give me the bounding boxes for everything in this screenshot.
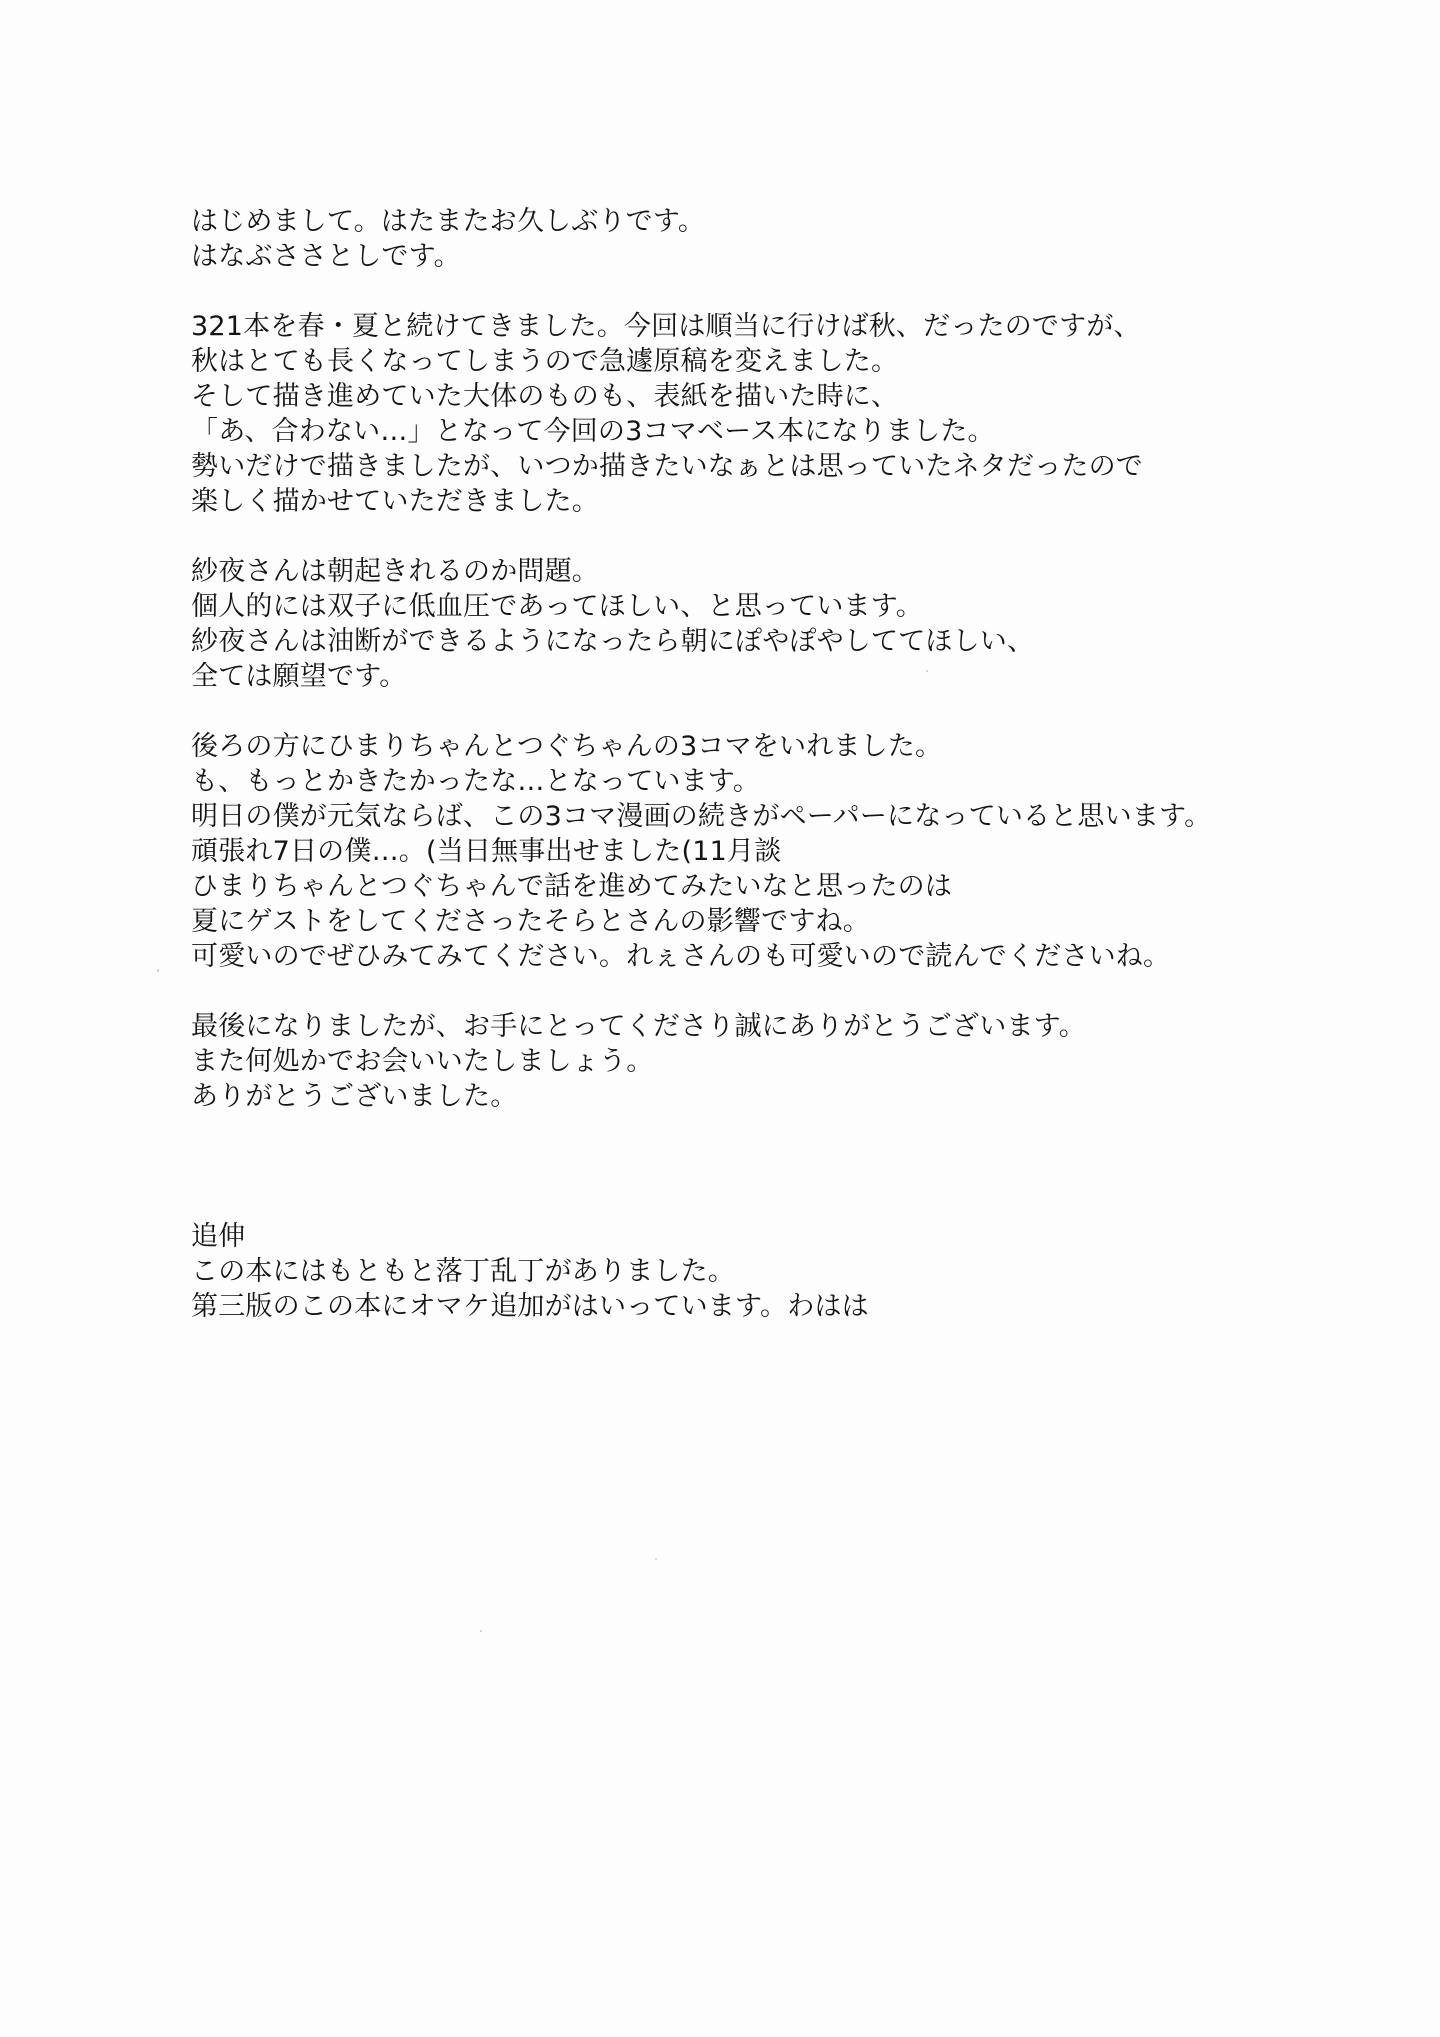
afterword-text xyxy=(191,204,1251,1324)
text-line: 紗夜さんは油断ができるようになったら朝にぽやぽやしててほしい、 xyxy=(191,626,1035,657)
paragraph-greeting xyxy=(191,204,1251,274)
text-line: ひまりちゃんとつぐちゃんで話を進めてみたいなと思ったのは xyxy=(191,871,953,902)
paragraph-about-book xyxy=(191,309,1251,519)
scan-speck xyxy=(480,1630,482,1632)
text-line: はじめまして。はたまたお久しぶりです。 xyxy=(191,206,706,237)
scan-speck xyxy=(655,1558,657,1560)
paragraph-sayo xyxy=(191,554,1251,694)
text-line: 「あ、合わない…」となって今回の3コマベース本になりました。 xyxy=(191,416,995,447)
text-line: 楽しく描かせていただきました。 xyxy=(191,486,599,517)
text-line: 秋はとても長くなってしまうので急遽原稿を変えました。 xyxy=(191,346,899,377)
paragraph-postscript xyxy=(191,1219,1251,1324)
scan-speck xyxy=(157,969,159,972)
text-line: そして描き進めていた大体のものも、表紙を描いた時に、 xyxy=(191,381,899,412)
text-line: 勢いだけで描きましたが、いつか描きたいなぁとは思っていたネタだったので xyxy=(191,451,1143,482)
text-line: 後ろの方にひまりちゃんとつぐちゃんの3コマをいれました。 xyxy=(191,731,943,762)
text-line: 紗夜さんは朝起きれるのか問題。 xyxy=(191,556,599,587)
text-line: 第三版のこの本にオマケ追加がはいっています。わはは xyxy=(191,1291,869,1322)
text-line: 個人的には双子に低血圧であってほしい、と思っています。 xyxy=(191,591,923,622)
text-line: また何処かでお会いいたしましょう。 xyxy=(191,1046,654,1077)
text-line: ありがとうございました。 xyxy=(191,1081,518,1112)
text-line: 頑張れ7日の僕…。(当日無事出せました(11月談 xyxy=(191,836,782,867)
text-line: 夏にゲストをしてくださったそらとさんの影響ですね。 xyxy=(191,906,870,937)
text-line: 全ては願望です。 xyxy=(191,661,407,692)
text-line: 明日の僕が元気ならば、この3コマ漫画の続きがペーパーになっていると思います。 xyxy=(191,801,1212,832)
paragraph-thanks xyxy=(191,1009,1251,1114)
paragraph-himari-tsugumi xyxy=(191,729,1251,974)
postscript-heading: 追伸 xyxy=(191,1221,246,1252)
text-line: 最後になりましたが、お手にとってくださり誠にありがとうございます。 xyxy=(191,1011,1086,1042)
text-line: はなぶささとしです。 xyxy=(191,241,461,272)
text-line: も、もっとかきたかったな…となっています。 xyxy=(191,766,761,797)
text-line: 321本を春・夏と続けてきました。今回は順当に行けば秋、だったのですが、 xyxy=(191,311,1141,342)
text-line: 可愛いのでぜひみてみてください。れぇさんのも可愛いので読んでくださいね。 xyxy=(191,941,1171,972)
text-line: この本にはもともと落丁乱丁がありました。 xyxy=(191,1256,735,1287)
scan-speck xyxy=(926,670,928,672)
